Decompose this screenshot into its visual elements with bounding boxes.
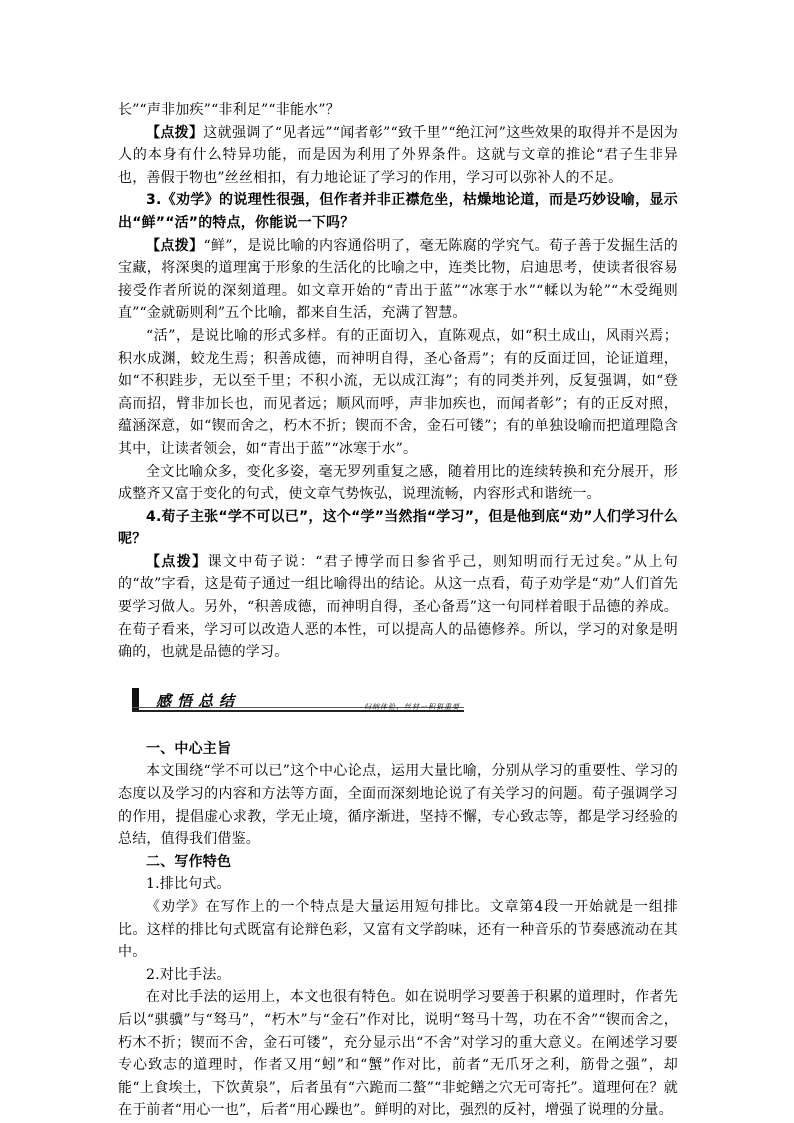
hint-text: “鲜”，是说比喻的内容通俗明了，毫无陈腐的学究气。荀子善于发掘生活的宝藏，将深奥的道理寓于形象的生活化的比喻之中，连类比物，启迪思考，使读者很容易接受作者所说的深刻道理。如文章开始的“青出于蓝”“冰寒于水”“輮以为轮”“木受绳则直”“金就砺则利”五个比喻，都来自生活，充满了智慧。 <box>118 237 678 322</box>
paragraph-central-theme: 本文围绕“学不可以已”这个中心论点，运用大量比喻，分别从学习的重要性、学习的态度以及学习的内容和方法等方面，全面而深刻地论说了有关学习的问题。荀子强调学习的作用，提倡虚心求教，学无止境，循序渐进，坚持不懈，专心致志等，都是学习经验的总结，值得我们借鉴。 <box>118 763 678 848</box>
paragraph-huo: “活”，是说比喻的形式多样。有的正面切入，直陈观点，如“积土成山，风雨兴焉；积水成渊，蛟龙生焉；积善成德，而神明自得，圣心备焉”；有的反面迂回，论证道理，如“不积跬步，无以至千里；不积小流，无以成江海”；有的同类并列，反复强调，如“登高而招，臂非加长也，而见者远；顺风而呼，声非加疾也，而闻者彰”；有的正反对照，蕴涵深意，如“锲而舍之，朽木不折；锲而不舍，金石可镂”；有的单独设喻而把道理隐含其中，让读者领会，如“青出于蓝”“冰寒于水”。 <box>118 327 678 457</box>
paragraph-contrast: 在对比手法的运用上，本文也很有特色。如在说明学习要善于积累的道理时，作者先后以“骐骥”与“驽马”，“朽木”与“金石”作对比，说明“驽马十驾，功在不舍”“锲而舍之，朽木不折；锲而不舍，金石可镂”，充分显示出“不舍”对学习的重大意义。在阐述学习要专心致志的道理时，作者又用“蚓”和“蟹”作对比，前者“无爪牙之利，筋骨之强”，却能“上食埃土，下饮黄泉”，后者虽有“六跪而二螯”“非蛇鳝之穴无可寄托”。道理何在？就在于前者“用心一也”，后者“用心躁也”。鲜明的对比，强烈的反衬，增强了说理的分量。 <box>118 989 678 1119</box>
heading-central-theme: 一、中心主旨 <box>146 740 232 757</box>
subheading-contrast: 2.对比手法。 <box>146 966 231 983</box>
section-banner <box>132 684 464 720</box>
banner-subtitle: 归纳体验，丝材一积狠重要 <box>364 702 460 711</box>
hint-paragraph-3 <box>118 551 678 664</box>
hint-text: 这就强调了“见者远”“闻者彰”“致千里”“绝江河”这些效果的取得并不是因为人的本身有什么特异功能，而是因为利用了外界条件。这就与文章的推论“君子生非异也，善假于物也”丝丝相扣，有力地论证了学习的作用，学习可以弥补人的不足。 <box>118 124 678 186</box>
hint-text: 课文中荀子说：“君子博学而日参省乎己，则知明而行无过矣。”从上句的“故”字看，这是荀子通过一组比喻得出的结论。从这一点看，荀子劝学是“劝”人们首先要学习做人。另外，“积善成德，而神明自得，圣心备焉”这一句同样着眼于品德的养成。在荀子看来，学习可以改造人恶的本性，可以提高人的品德修养。所以，学习的对象是明确的，也就是品德的学习。 <box>118 553 678 661</box>
paragraph-continuation: 长”“声非加疾”“非利足”“非能水”？ <box>118 102 340 118</box>
hint-tag: 【点拨】 <box>146 553 208 570</box>
paragraph-parallelism: 《劝学》在写作上的一个特点是大量运用短句排比。文章第4段一开始就是一组排比。这样的排比句式既富有论辩色彩，又富有文学韵味，还有一种音乐的节奏感流动在其中。 <box>118 899 678 961</box>
document-page <box>118 99 678 1122</box>
hint-paragraph-2 <box>118 235 678 325</box>
hint-paragraph-1 <box>118 122 678 190</box>
banner-bar <box>132 688 139 712</box>
question-4: 4.荀子主张“学不可以已”，这个“学”当然指“学习”，但是他到底“劝”人们学习什么呢？ <box>118 508 678 548</box>
hint-tag: 【点拨】 <box>146 124 204 141</box>
heading-writing-features: 二、写作特色 <box>146 853 232 870</box>
banner-title: 感悟总结 <box>156 691 241 710</box>
paragraph-summary-metaphor: 全文比喻众多，变化多姿，毫无罗列重复之感，随着用比的连续转换和充分展开，形成整齐又富于变化的句式，使文章气势恢弘，说理流畅，内容形式和谐统一。 <box>118 463 678 503</box>
question-3: 3.《劝学》的说理性很强，但作者并非正襟危坐，枯燥地论道，而是巧妙设喻，显示出“鲜”“活”的特点，你能说一下吗？ <box>118 192 678 231</box>
subheading-parallelism: 1.排比句式。 <box>146 876 231 893</box>
hint-tag: 【点拨】 <box>146 237 204 254</box>
